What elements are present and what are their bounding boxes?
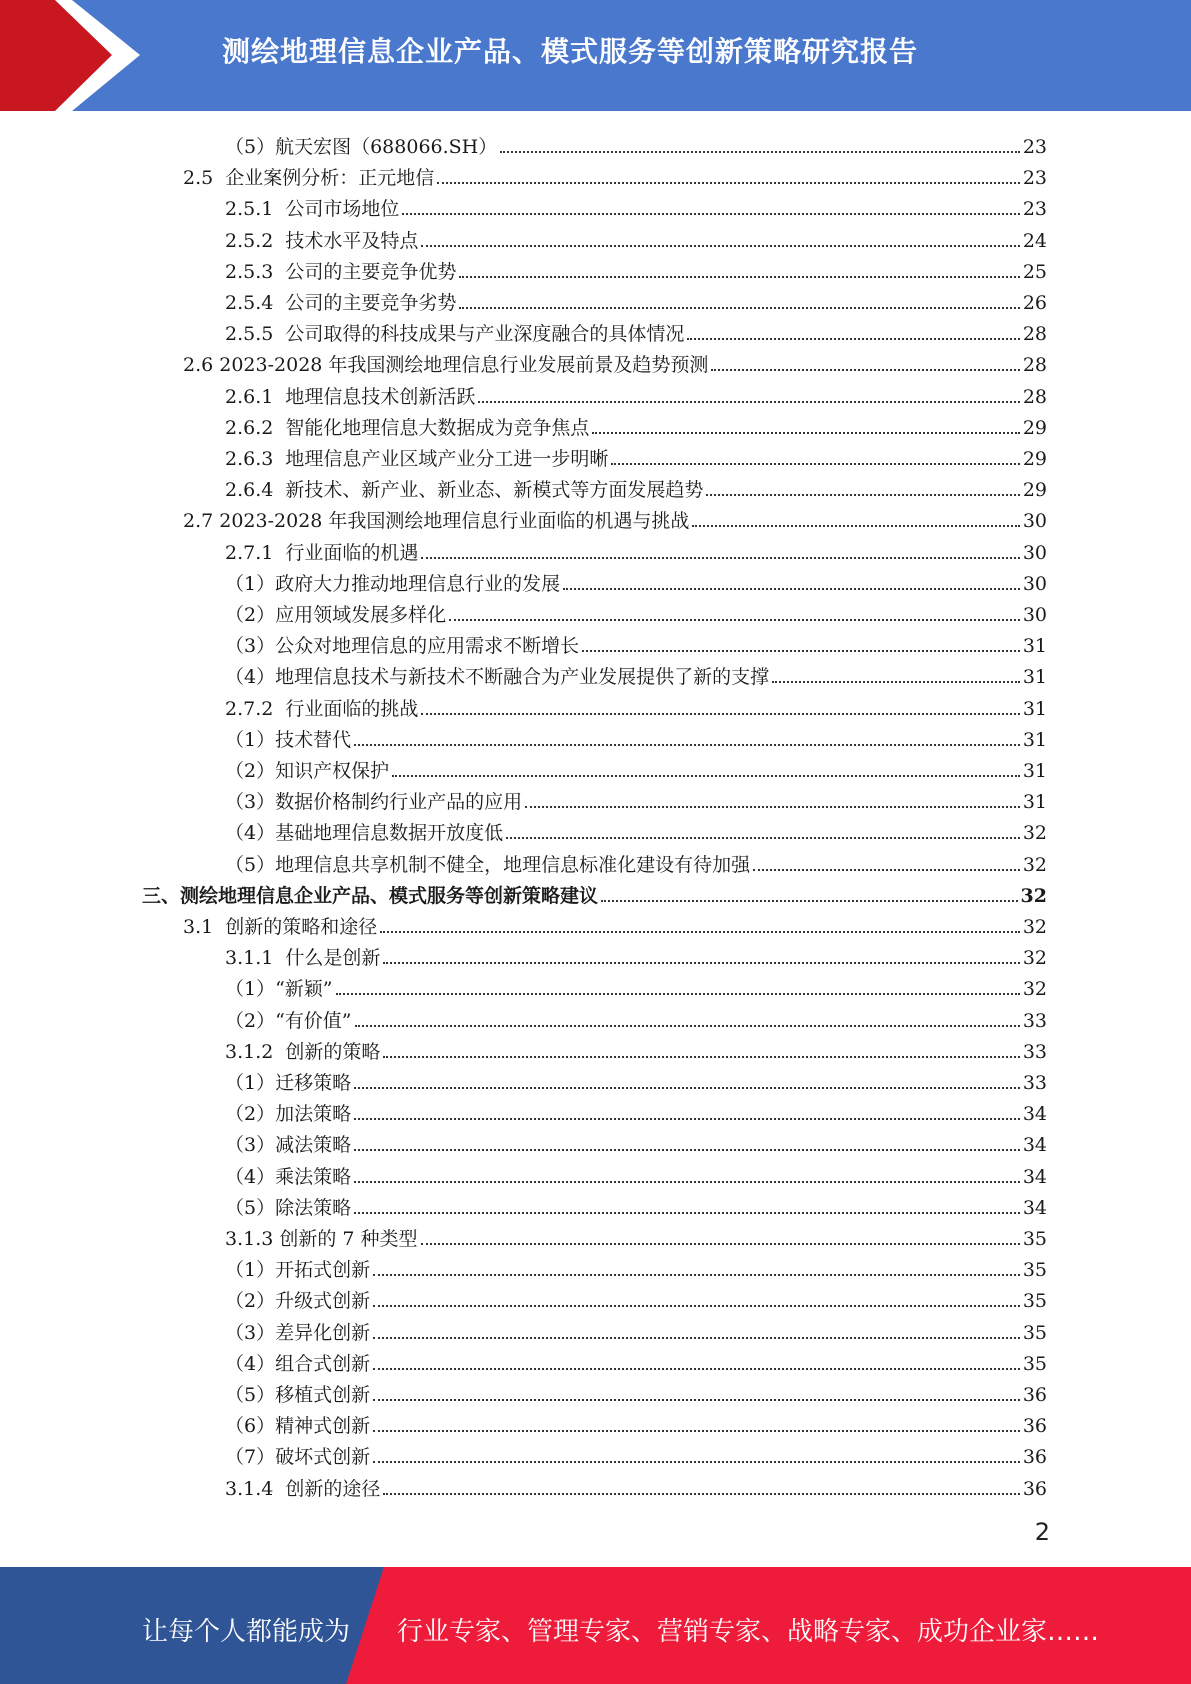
toc-entry-page: 32 xyxy=(1022,978,1047,1000)
toc-entry[interactable] xyxy=(225,814,1047,844)
toc-entry[interactable] xyxy=(225,1376,1047,1406)
toc-dot-leader xyxy=(772,681,1020,683)
toc-entry-page: 31 xyxy=(1022,791,1047,813)
toc-dot-leader xyxy=(506,837,1020,839)
toc-dot-leader xyxy=(611,463,1019,465)
toc-entry-label: （2）加法策略 xyxy=(225,1103,352,1125)
toc-entry-label: 2.5.3 公司的主要竞争优势 xyxy=(225,261,457,283)
toc-entry[interactable] xyxy=(225,190,1047,220)
toc-entry-label: （5）除法策略 xyxy=(225,1197,352,1219)
toc-entry-label: （4）乘法策略 xyxy=(225,1166,352,1188)
toc-entry-label: （5）航天宏图（688066.SH） xyxy=(225,136,498,158)
toc-entry-page: 28 xyxy=(1022,354,1047,376)
toc-entry-label: 2.6.1 地理信息技术创新活跃 xyxy=(225,386,476,408)
toc-entry[interactable] xyxy=(225,1189,1047,1219)
toc-entry[interactable] xyxy=(225,128,1047,158)
toc-entry[interactable] xyxy=(225,1314,1047,1344)
toc-dot-leader xyxy=(354,1212,1020,1214)
toc-entry[interactable] xyxy=(225,1126,1047,1156)
toc-entry[interactable] xyxy=(225,596,1047,626)
toc-entry-label: （1）迁移策略 xyxy=(225,1072,352,1094)
toc-entry-page: 32 xyxy=(1022,854,1047,876)
toc-entry[interactable] xyxy=(225,970,1047,1000)
page-number: 2 xyxy=(1034,1518,1050,1546)
toc-dot-leader xyxy=(383,962,1019,964)
toc-entry-page: 35 xyxy=(1022,1259,1047,1281)
toc-entry-page: 25 xyxy=(1022,261,1047,283)
toc-entry-page: 31 xyxy=(1022,698,1047,720)
toc-entry-label: （1）技术替代 xyxy=(225,729,352,751)
toc-entry-label: 2.5.2 技术水平及特点 xyxy=(225,230,419,252)
toc-entry[interactable] xyxy=(225,846,1047,876)
toc-entry-label: （3）数据价格制约行业产品的应用 xyxy=(225,791,523,813)
toc-dot-leader xyxy=(449,619,1020,621)
toc-entry[interactable] xyxy=(225,1282,1047,1312)
toc-dot-leader xyxy=(459,307,1019,309)
toc-dot-leader xyxy=(383,1493,1019,1495)
toc-entry-page: 28 xyxy=(1022,323,1047,345)
toc-entry-page: 29 xyxy=(1022,479,1047,501)
toc-entry-label: （4）基础地理信息数据开放度低 xyxy=(225,822,504,844)
toc-entry-label: （2）知识产权保护 xyxy=(225,760,390,782)
toc-entry-label: 2.7.1 行业面临的机遇 xyxy=(225,542,419,564)
toc-dot-leader xyxy=(753,869,1020,871)
toc-dot-leader xyxy=(373,1430,1020,1432)
toc-entry-page: 23 xyxy=(1022,198,1047,220)
toc-entry[interactable] xyxy=(183,159,1047,189)
toc-dot-leader xyxy=(373,1337,1020,1339)
toc-entry[interactable] xyxy=(225,627,1047,657)
toc-entry[interactable] xyxy=(225,1438,1047,1468)
toc-entry-page: 31 xyxy=(1022,635,1047,657)
toc-dot-leader xyxy=(373,1274,1020,1276)
toc-dot-leader xyxy=(711,369,1019,371)
toc-entry-page: 30 xyxy=(1022,542,1047,564)
toc-dot-leader xyxy=(383,1056,1019,1058)
toc-dot-leader xyxy=(459,276,1019,278)
toc-entry-label: 2.6.4 新技术、新产业、新业态、新模式等方面发展趋势 xyxy=(225,479,704,501)
toc-entry-label: 2.5 企业案例分析：正元地信 xyxy=(183,167,435,189)
toc-entry-page: 34 xyxy=(1022,1166,1047,1188)
toc-entry-page: 26 xyxy=(1022,292,1047,314)
toc-entry-page: 30 xyxy=(1022,573,1047,595)
toc-entry-label: 2.5.5 公司取得的科技成果与产业深度融合的具体情况 xyxy=(225,323,685,345)
toc-entry-label: （3）差异化创新 xyxy=(225,1322,371,1344)
toc-entry-page: 29 xyxy=(1022,448,1047,470)
toc-entry[interactable] xyxy=(225,222,1047,252)
toc-entry-label: 2.7.2 行业面临的挑战 xyxy=(225,698,419,720)
toc-entry-page: 34 xyxy=(1022,1103,1047,1125)
toc-entry-page: 34 xyxy=(1022,1197,1047,1219)
toc-dot-leader xyxy=(592,432,1019,434)
toc-entry-label: 3.1.1 什么是创新 xyxy=(225,947,381,969)
toc-entry-label: （5）移植式创新 xyxy=(225,1384,371,1406)
toc-entry-page: 36 xyxy=(1022,1415,1047,1437)
toc-entry[interactable] xyxy=(225,471,1047,501)
toc-entry[interactable] xyxy=(225,1470,1047,1500)
toc-entry-page: 29 xyxy=(1022,417,1047,439)
toc-dot-leader xyxy=(373,1399,1020,1401)
toc-entry-label: （3）公众对地理信息的应用需求不断增长 xyxy=(225,635,580,657)
toc-dot-leader xyxy=(692,525,1019,527)
toc-entry-page: 35 xyxy=(1022,1290,1047,1312)
footer-slogan-right: 行业专家、管理专家、营销专家、战略专家、成功企业家…… xyxy=(397,1617,1100,1647)
toc-entry-page: 31 xyxy=(1022,729,1047,751)
toc-dot-leader xyxy=(421,557,1019,559)
toc-dot-leader xyxy=(373,1368,1020,1370)
page-footer xyxy=(0,1567,1191,1684)
toc-entry[interactable] xyxy=(225,658,1047,688)
toc-entry-page: 36 xyxy=(1022,1478,1047,1500)
toc-entry-page: 36 xyxy=(1022,1384,1047,1406)
toc-dot-leader xyxy=(354,1118,1020,1120)
toc-entry[interactable] xyxy=(225,1158,1047,1188)
toc-entry-page: 23 xyxy=(1022,167,1047,189)
toc-entry-page: 33 xyxy=(1022,1041,1047,1063)
toc-entry[interactable] xyxy=(225,565,1047,595)
toc-entry-label: 2.6.3 地理信息产业区域产业分工进一步明晰 xyxy=(225,448,609,470)
toc-entry-page: 34 xyxy=(1022,1134,1047,1156)
toc-entry-page: 33 xyxy=(1022,1010,1047,1032)
toc-entry[interactable] xyxy=(142,877,1047,907)
toc-entry-label: 3.1.2 创新的策略 xyxy=(225,1041,381,1063)
toc-entry-label: （1）“新颖” xyxy=(225,978,333,1000)
toc-entry-label: 2.5.1 公司市场地位 xyxy=(225,198,400,220)
toc-entry[interactable] xyxy=(225,378,1047,408)
toc-entry-label: 2.7 2023-2028 年我国测绘地理信息行业面临的机遇与挑战 xyxy=(183,510,690,532)
toc-entry-label: （7）破坏式创新 xyxy=(225,1446,371,1468)
toc-entry-label: 3.1.4 创新的途径 xyxy=(225,1478,381,1500)
toc-dot-leader xyxy=(354,1181,1020,1183)
toc-entry-label: （2）升级式创新 xyxy=(225,1290,371,1312)
page-header xyxy=(0,0,1191,111)
toc-entry-page: 36 xyxy=(1022,1446,1047,1468)
toc-dot-leader xyxy=(437,182,1020,184)
toc-dot-leader xyxy=(354,1149,1020,1151)
toc-entry[interactable] xyxy=(225,534,1047,564)
toc-entry[interactable] xyxy=(225,284,1047,314)
toc-entry-page: 32 xyxy=(1020,885,1047,907)
toc-entry-page: 35 xyxy=(1022,1353,1047,1375)
toc-entry-label: （6）精神式创新 xyxy=(225,1415,371,1437)
toc-dot-leader xyxy=(563,588,1020,590)
toc-entry[interactable] xyxy=(183,908,1047,938)
toc-entry-label: 三、测绘地理信息企业产品、模式服务等创新策略建议 xyxy=(142,885,599,907)
toc-entry-page: 23 xyxy=(1022,136,1047,158)
toc-dot-leader xyxy=(402,213,1019,215)
toc-dot-leader xyxy=(478,401,1019,403)
toc-entry[interactable] xyxy=(225,253,1047,283)
toc-entry[interactable] xyxy=(225,752,1047,782)
toc-dot-leader xyxy=(421,245,1019,247)
toc-dot-leader xyxy=(582,650,1020,652)
toc-entry-page: 33 xyxy=(1022,1072,1047,1094)
toc-entry-label: （2）“有价值” xyxy=(225,1010,352,1032)
toc-dot-leader xyxy=(354,1087,1020,1089)
toc-dot-leader xyxy=(601,900,1018,902)
toc-entry[interactable] xyxy=(225,783,1047,813)
toc-dot-leader xyxy=(380,931,1020,933)
toc-entry[interactable] xyxy=(225,1002,1047,1032)
toc-entry[interactable] xyxy=(225,1095,1047,1125)
toc-entry-page: 31 xyxy=(1022,760,1047,782)
toc-entry[interactable] xyxy=(225,440,1047,470)
toc-entry-label: （3）减法策略 xyxy=(225,1134,352,1156)
toc-entry-label: （2）应用领域发展多样化 xyxy=(225,604,447,626)
toc-dot-leader xyxy=(373,1461,1020,1463)
toc-entry[interactable] xyxy=(225,1407,1047,1437)
toc-entry[interactable] xyxy=(225,1220,1047,1250)
toc-dot-leader xyxy=(421,1243,1020,1245)
toc-entry-label: （4）地理信息技术与新技术不断融合为产业发展提供了新的支撑 xyxy=(225,666,770,688)
toc-entry-label: （1）开拓式创新 xyxy=(225,1259,371,1281)
toc-entry-label: 2.5.4 公司的主要竞争劣势 xyxy=(225,292,457,314)
toc-entry[interactable] xyxy=(225,939,1047,969)
toc-entry-label: 3.1.3 创新的 7 种类型 xyxy=(225,1228,418,1250)
toc-entry[interactable] xyxy=(225,721,1047,751)
toc-entry-page: 31 xyxy=(1022,666,1047,688)
toc-entry-page: 24 xyxy=(1022,230,1047,252)
toc-entry-page: 32 xyxy=(1022,822,1047,844)
toc-entry-page: 30 xyxy=(1022,604,1047,626)
toc-entry-label: 2.6 2023-2028 年我国测绘地理信息行业发展前景及趋势预测 xyxy=(183,354,709,376)
toc-entry[interactable] xyxy=(225,315,1047,345)
toc-dot-leader xyxy=(355,1025,1020,1027)
toc-dot-leader xyxy=(525,806,1020,808)
toc-entry-label: （4）组合式创新 xyxy=(225,1353,371,1375)
toc-dot-leader xyxy=(354,744,1020,746)
header-red-arrow-icon xyxy=(0,0,170,111)
toc-entry-label: 2.6.2 智能化地理信息大数据成为竞争焦点 xyxy=(225,417,590,439)
toc-entry[interactable] xyxy=(225,1345,1047,1375)
header-title: 测绘地理信息企业产品、模式服务等创新策略研究报告 xyxy=(222,35,919,68)
toc-entry[interactable] xyxy=(183,502,1047,532)
toc-entry[interactable] xyxy=(225,409,1047,439)
toc-dot-leader xyxy=(687,338,1019,340)
toc-entry[interactable] xyxy=(183,346,1047,376)
toc-dot-leader xyxy=(336,993,1020,995)
toc-dot-leader xyxy=(373,1305,1020,1307)
toc-entry[interactable] xyxy=(225,1033,1047,1063)
toc-entry-label: （5）地理信息共享机制不健全，地理信息标准化建设有待加强 xyxy=(225,854,751,876)
toc-entry-label: 3.1 创新的策略和途径 xyxy=(183,916,378,938)
toc-entry-page: 30 xyxy=(1022,510,1047,532)
toc-entry-label: （1）政府大力推动地理信息行业的发展 xyxy=(225,573,561,595)
toc-entry[interactable] xyxy=(225,1064,1047,1094)
footer-slogan-left: 让每个人都能成为 xyxy=(142,1617,351,1647)
toc-entry-page: 28 xyxy=(1022,386,1047,408)
toc-entry-page: 35 xyxy=(1022,1322,1047,1344)
toc-entry[interactable] xyxy=(225,690,1047,720)
toc-dot-leader xyxy=(706,494,1019,496)
toc-entry-page: 32 xyxy=(1022,947,1047,969)
toc-entry-page: 32 xyxy=(1022,916,1047,938)
toc-dot-leader xyxy=(500,151,1020,153)
toc-entry-page: 35 xyxy=(1022,1228,1047,1250)
toc-entry[interactable] xyxy=(225,1251,1047,1281)
toc-dot-leader xyxy=(421,713,1019,715)
toc-dot-leader xyxy=(392,775,1020,777)
